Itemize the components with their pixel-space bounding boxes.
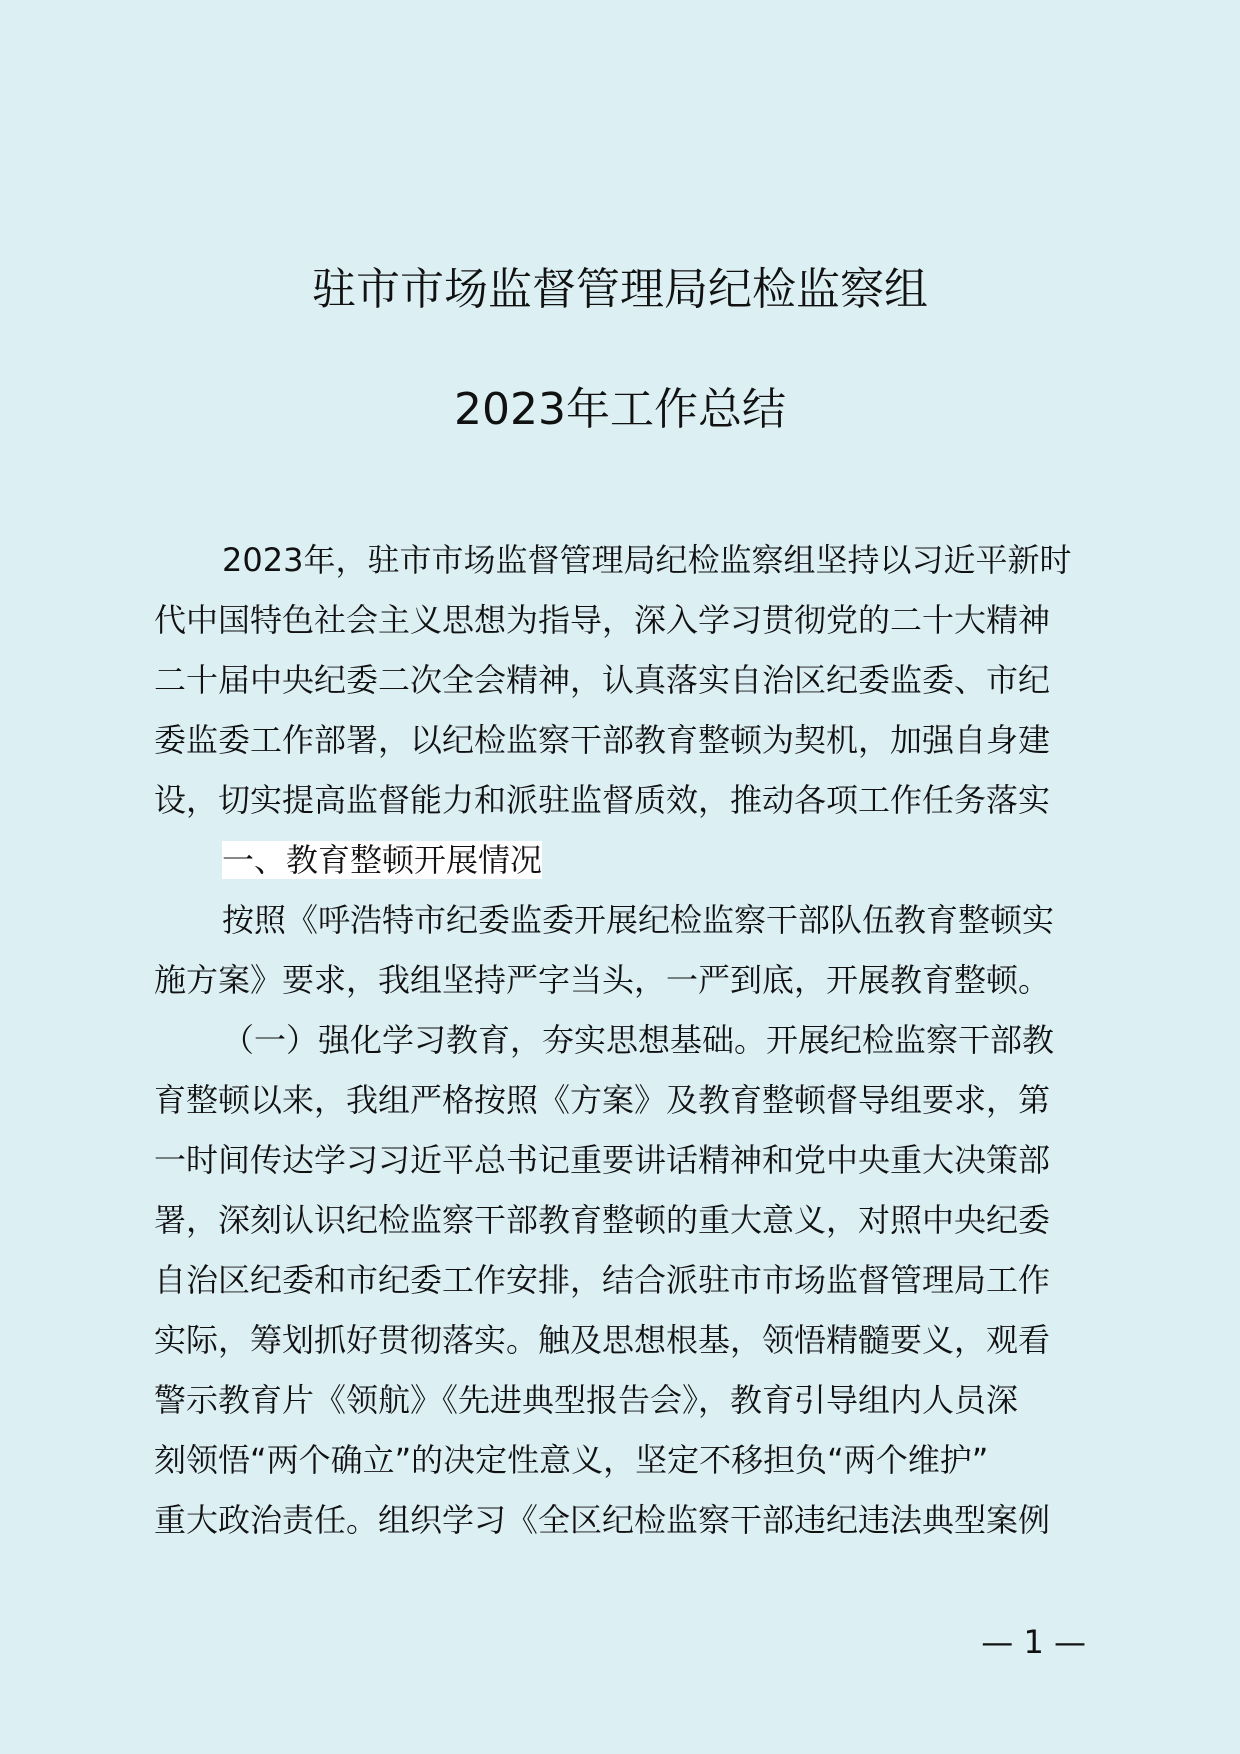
document-title-line-2: 2023年工作总结: [454, 384, 786, 435]
paragraph-line: 一时间传达学习习近平总书记重要讲话精神和党中央重大决策部: [154, 1141, 1051, 1179]
paragraph-line: 实际，筹划抓好贯彻落实。触及思想根基，领悟精髓要义，观看: [154, 1321, 1051, 1359]
paragraph-line: 代中国特色社会主义思想为指导，深入学习贯彻党的二十大精神: [154, 601, 1051, 639]
paragraph-line: 署，深刻认识纪检监察干部教育整顿的重大意义，对照中央纪委: [154, 1201, 1051, 1239]
paragraph-line: 委监委工作部署，以纪检监察干部教育整顿为契机，加强自身建: [154, 721, 1051, 759]
paragraph-line: 二十届中央纪委二次全会精神，认真落实自治区纪委监委、市纪: [154, 661, 1051, 699]
paragraph-line: 2023年，驻市市场监督管理局纪检监察组坚持以习近平新时: [222, 541, 1072, 579]
paragraph-line: 施方案》要求，我组坚持严字当头，一严到底，开展教育整顿。: [154, 961, 1051, 999]
paragraph-line: 设，切实提高监督能力和派驻监督质效，推动各项工作任务落实: [154, 781, 1051, 819]
paragraph-line: 刻领悟“两个确立”的决定性意义，坚定不移担负“两个维护”: [154, 1441, 989, 1479]
paragraph-line: 按照《呼浩特市纪委监委开展纪检监察干部队伍教育整顿实: [222, 901, 1055, 939]
section-heading-text: 一、教育整顿开展情况: [222, 841, 543, 879]
page-number: — 1 —: [981, 1623, 1086, 1661]
section-heading: [222, 838, 1172, 882]
subsection-line: （一）强化学习教育，夯实思想基础。开展纪检监察干部教: [222, 1021, 1055, 1059]
paragraph-line: 育整顿以来，我组严格按照《方案》及教育整顿督导组要求，第: [154, 1081, 1051, 1119]
document-title-line-1: 驻市市场监督管理局纪检监察组: [312, 264, 928, 315]
paragraph-line: 重大政治责任。组织学习《全区纪检监察干部违纪违法典型案例: [154, 1501, 1051, 1539]
paragraph-line: 警示教育片《领航》《先进典型报告会》，教育引导组内人员深: [154, 1381, 1019, 1419]
paragraph-line: 自治区纪委和市纪委工作安排，结合派驻市市场监督管理局工作: [154, 1261, 1051, 1299]
